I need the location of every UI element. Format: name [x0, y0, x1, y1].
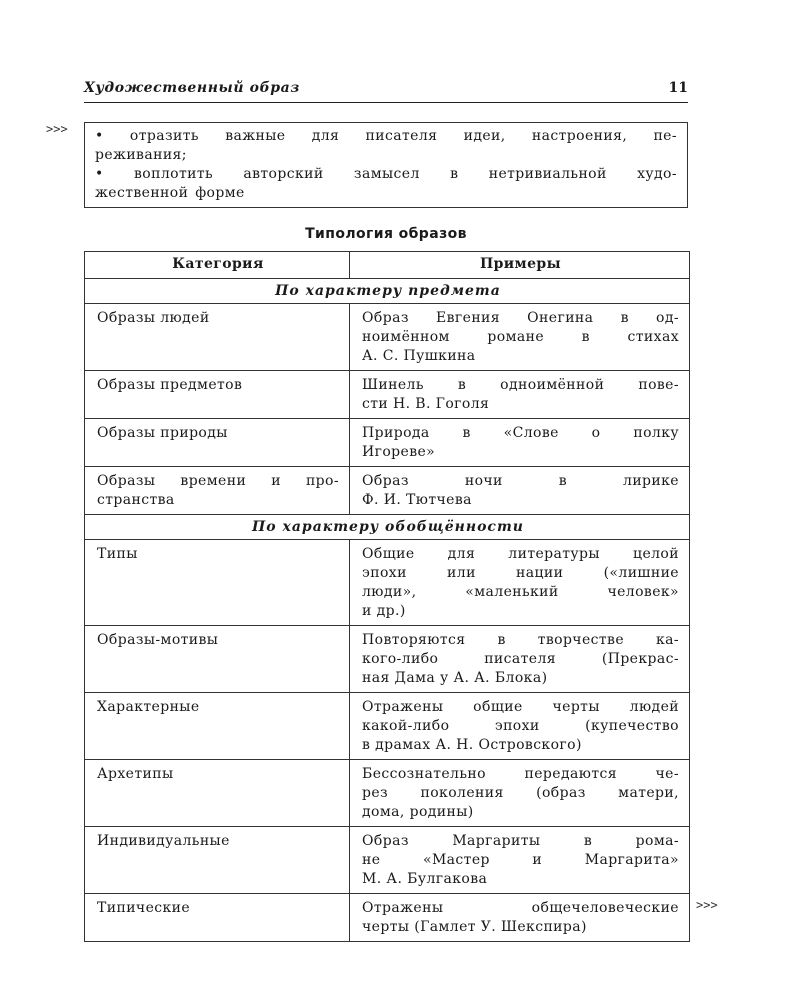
- examples-text: кого-либо писателя (Прекрас-: [362, 651, 679, 667]
- examples-text: Природа в «Слове о полку: [362, 425, 679, 441]
- examples-text: в драмах А. Н. Островского): [362, 737, 582, 753]
- table-row: [85, 693, 690, 760]
- category-cell: [85, 693, 350, 760]
- continuation-marker-top: >>>: [46, 122, 68, 136]
- continuation-marker-bottom: >>>: [696, 898, 718, 912]
- section-row: [85, 279, 690, 304]
- table-header-row: [85, 252, 690, 279]
- category-text: Характерные: [97, 699, 200, 715]
- table-title: Типология образов: [305, 226, 467, 242]
- table-row: [85, 540, 690, 626]
- examples-cell: [350, 760, 690, 827]
- examples-text: какой-либо эпохи (купечество: [362, 718, 679, 734]
- examples-text: Игореве»: [362, 444, 436, 460]
- category-text: Образы предметов: [97, 377, 243, 393]
- category-text: Образы-мотивы: [97, 632, 219, 648]
- examples-cell: [350, 894, 690, 942]
- box-line: • воплотить авторский замысел в нетривиальной худо-: [95, 166, 677, 182]
- category-text: Образы людей: [97, 310, 210, 326]
- examples-text: сти Н. В. Гоголя: [362, 396, 490, 412]
- column-header-category: Категория: [85, 252, 350, 279]
- category-text: Типы: [97, 546, 138, 562]
- examples-cell: [350, 371, 690, 419]
- examples-cell: [350, 540, 690, 626]
- category-cell: [85, 467, 350, 515]
- typology-table: [84, 251, 690, 942]
- category-text: Типические: [97, 900, 191, 916]
- examples-text: дома, родины): [362, 804, 474, 820]
- examples-text: Бессознательно передаются че-: [362, 766, 679, 782]
- table-row: [85, 304, 690, 371]
- examples-text: А. С. Пушкина: [362, 348, 476, 364]
- running-title: Художественный образ: [84, 80, 300, 96]
- running-header: [84, 78, 688, 103]
- examples-text: и др.): [362, 603, 406, 619]
- category-cell: [85, 760, 350, 827]
- table-row: [85, 626, 690, 693]
- column-header-examples: Примеры: [350, 252, 690, 279]
- table-row: [85, 894, 690, 942]
- category-text: Образы времени и про-: [97, 473, 339, 489]
- table-row: [85, 467, 690, 515]
- section-title: По характеру предмета: [85, 279, 690, 304]
- bullet-box: [84, 122, 688, 208]
- examples-text: Повторяются в творчестве ка-: [362, 632, 679, 648]
- examples-cell: [350, 419, 690, 467]
- table-row: [85, 760, 690, 827]
- box-line: реживания;: [95, 147, 187, 163]
- examples-text: не «Мастер и Маргарита»: [362, 852, 679, 868]
- table-row: [85, 827, 690, 894]
- category-cell: [85, 419, 350, 467]
- category-cell: [85, 626, 350, 693]
- examples-text: М. А. Булгакова: [362, 871, 488, 887]
- section-title: По характеру обобщённости: [85, 515, 690, 540]
- category-text: Образы природы: [97, 425, 228, 441]
- table-row: [85, 371, 690, 419]
- table-body: [85, 279, 690, 942]
- category-cell: [85, 894, 350, 942]
- category-cell: [85, 371, 350, 419]
- examples-text: Образ Евгения Онегина в од-: [362, 310, 679, 326]
- examples-text: ноимённом романе в стихах: [362, 329, 679, 345]
- examples-text: Шинель в одноимённой пове-: [362, 377, 679, 393]
- examples-text: черты (Гамлет У. Шекспира): [362, 919, 587, 935]
- examples-cell: [350, 827, 690, 894]
- box-line: • отразить важные для писателя идеи, настроения, пе-: [95, 128, 677, 144]
- examples-text: эпохи или нации («лишние: [362, 565, 679, 581]
- category-text: Индивидуальные: [97, 833, 230, 849]
- category-text: странства: [97, 492, 175, 508]
- examples-text: люди», «маленький человек»: [362, 584, 679, 600]
- category-cell: [85, 827, 350, 894]
- section-row: [85, 515, 690, 540]
- page-number: 11: [668, 80, 688, 96]
- examples-cell: [350, 467, 690, 515]
- examples-text: Общие для литературы целой: [362, 546, 679, 562]
- category-cell: [85, 304, 350, 371]
- examples-text: Отражены общие черты людей: [362, 699, 679, 715]
- category-cell: [85, 540, 350, 626]
- box-line: жественной форме: [95, 185, 245, 201]
- examples-text: Образ Маргариты в рома-: [362, 833, 679, 849]
- examples-text: Ф. И. Тютчева: [362, 492, 472, 508]
- examples-cell: [350, 626, 690, 693]
- examples-text: ная Дама у А. А. Блока): [362, 670, 548, 686]
- examples-cell: [350, 304, 690, 371]
- category-text: Архетипы: [97, 766, 174, 782]
- examples-cell: [350, 693, 690, 760]
- table-row: [85, 419, 690, 467]
- examples-text: Образ ночи в лирике: [362, 473, 679, 489]
- examples-text: рез поколения (образ матери,: [362, 785, 679, 801]
- examples-text: Отражены общечеловеческие: [362, 900, 679, 916]
